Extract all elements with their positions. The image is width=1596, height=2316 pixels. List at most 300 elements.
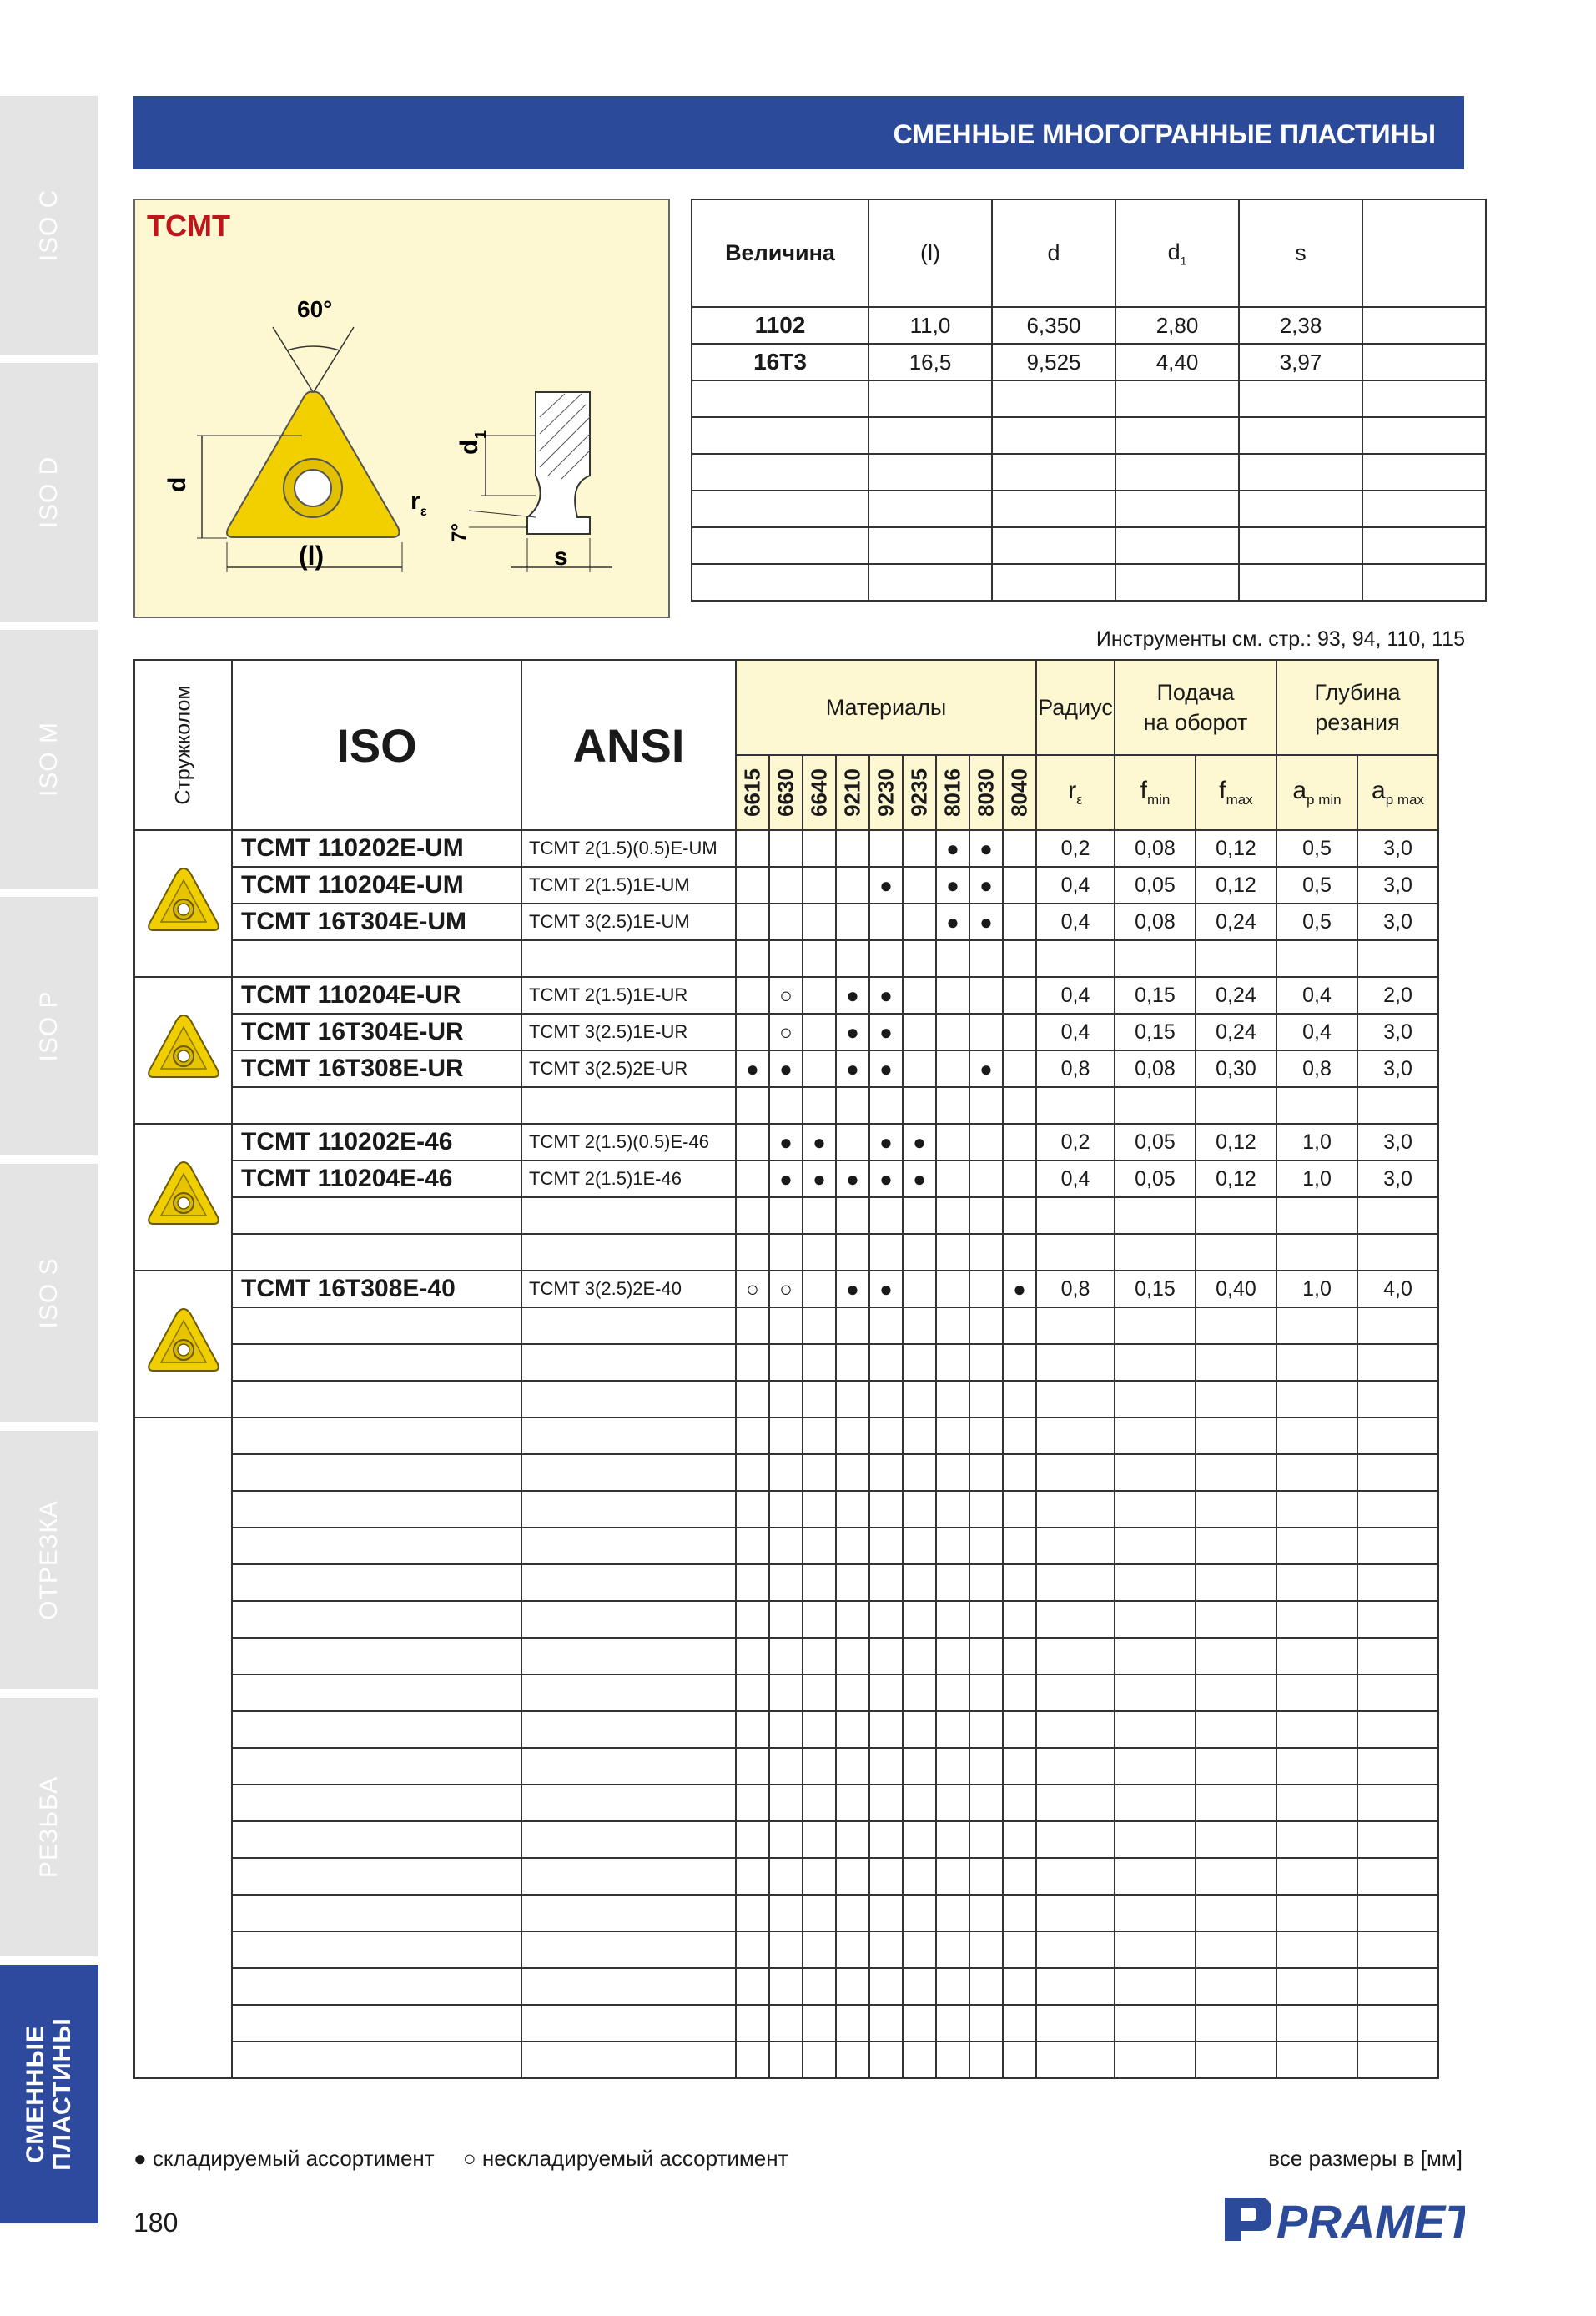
grade-header — [969, 755, 1003, 830]
fmax-symbol-cell — [1196, 755, 1276, 830]
ansi-code-cell — [521, 1381, 736, 1417]
angle-60-label: 60° — [297, 296, 333, 322]
iso-code-cell — [232, 1381, 521, 1417]
chipbreaker-image-cell — [134, 977, 232, 1124]
size-empty-cell — [868, 527, 992, 564]
iso-code-cell: TCMT 16T304E-UR — [232, 1014, 521, 1050]
empty-cell — [903, 1821, 936, 1858]
fmin-symbol-cell-symbol: f — [1140, 777, 1147, 804]
ansi-code-cell: TCMT 2(1.5)1E-UR — [521, 977, 736, 1014]
empty-cell — [903, 1417, 936, 1454]
empty-cell — [1196, 1931, 1276, 1968]
empty-cell — [969, 1601, 1003, 1638]
insert-row — [134, 1307, 1438, 1344]
grade-availability-cell: ● — [936, 904, 969, 940]
empty-cell — [969, 2042, 1003, 2078]
size-empty-cell — [692, 454, 868, 491]
empty-cell — [736, 1711, 769, 1748]
apmax-value-cell: 3,0 — [1357, 1161, 1438, 1197]
fmin-value-cell: 0,08 — [1115, 830, 1196, 867]
empty-cell — [1196, 1417, 1276, 1454]
grade-availability-cell: ● — [869, 1014, 903, 1050]
ansi-code-cell: TCMT 2(1.5)(0.5)E-UM — [521, 830, 736, 867]
empty-cell — [803, 1491, 836, 1528]
radius-symbol-cell-sub: ε — [1076, 792, 1083, 808]
ansi-code-cell — [521, 1307, 736, 1344]
empty-cell — [521, 1821, 736, 1858]
empty-cell — [803, 1748, 836, 1785]
apmax-value-cell: 3,0 — [1357, 1124, 1438, 1161]
insert-row — [134, 1381, 1438, 1417]
grade-availability-cell: ○ — [769, 977, 803, 1014]
iso-code-cell: TCMT 110204E-UM — [232, 867, 521, 904]
grade-availability-cell — [836, 1381, 869, 1417]
iso-code-cell — [232, 1197, 521, 1234]
empty-cell — [903, 1968, 936, 2005]
grade-availability-cell: ● — [836, 1014, 869, 1050]
size-cell: 1102 — [692, 307, 868, 344]
empty-cell — [1115, 1858, 1196, 1895]
grade-availability-cell — [836, 1124, 869, 1161]
apmin-value-cell — [1276, 1307, 1357, 1344]
grade-availability-cell — [736, 1014, 769, 1050]
ansi-code-cell: TCMT 2(1.5)1E-46 — [521, 1161, 736, 1197]
empty-cell — [903, 1785, 936, 1821]
empty-cell — [1357, 2005, 1438, 2042]
empty-cell — [521, 1748, 736, 1785]
size-empty-cell — [1362, 564, 1486, 601]
grade-availability-cell — [769, 1087, 803, 1124]
empty-cell — [521, 1785, 736, 1821]
empty-cell — [803, 2005, 836, 2042]
grade-availability-cell — [903, 977, 936, 1014]
grade-availability-cell — [803, 1271, 836, 1307]
empty-cell — [936, 1601, 969, 1638]
empty-cell — [1357, 1564, 1438, 1601]
empty-cell — [1276, 1601, 1357, 1638]
grade-availability-cell — [903, 1271, 936, 1307]
empty-cell — [1036, 1858, 1115, 1895]
empty-cell — [1357, 1748, 1438, 1785]
grade-availability-cell — [769, 1381, 803, 1417]
size-empty-cell — [992, 454, 1115, 491]
empty-cell — [1196, 1454, 1276, 1491]
apmin-value-cell: 0,4 — [1276, 977, 1357, 1014]
empty-cell — [736, 1528, 769, 1564]
grade-availability-cell — [736, 1197, 769, 1234]
grade-availability-cell — [803, 1197, 836, 1234]
fmin-value-cell — [1115, 1087, 1196, 1124]
legend-dimensions: все размеры в [мм] — [1268, 2146, 1463, 2171]
empty-cell — [836, 1711, 869, 1748]
empty-row — [134, 1858, 1438, 1895]
apmin-value-cell — [1276, 940, 1357, 977]
ansi-code-cell: TCMT 2(1.5)(0.5)E-46 — [521, 1124, 736, 1161]
empty-cell — [836, 2042, 869, 2078]
radius-symbol-cell-symbol: r — [1068, 777, 1077, 804]
grade-availability-cell: ● — [769, 1050, 803, 1087]
empty-row — [134, 1454, 1438, 1491]
pramet-logo — [1223, 2194, 1465, 2248]
grade-availability-cell: ● — [1003, 1271, 1036, 1307]
grade-availability-cell: ● — [803, 1161, 836, 1197]
grade-availability-cell — [936, 1050, 969, 1087]
apmin-value-cell: 0,5 — [1276, 867, 1357, 904]
empty-cell — [769, 1528, 803, 1564]
size-empty-cell — [992, 380, 1115, 417]
empty-cell — [803, 1417, 836, 1454]
size-empty-cell — [992, 564, 1115, 601]
empty-cell — [1276, 1638, 1357, 1674]
empty-cell — [736, 1601, 769, 1638]
iso-header: ISO — [232, 660, 521, 830]
empty-cell — [1357, 2042, 1438, 2078]
empty-cell — [1036, 1895, 1115, 1931]
empty-cell — [1115, 1601, 1196, 1638]
empty-cell — [969, 1931, 1003, 1968]
radius-header: Радиус — [1036, 660, 1115, 755]
main-header-row-1 — [134, 660, 1438, 755]
grade-availability-cell: ● — [803, 1124, 836, 1161]
chipbreaker-image-cell — [134, 1124, 232, 1271]
apmin-value-cell: 1,0 — [1276, 1271, 1357, 1307]
empty-cell — [1357, 1454, 1438, 1491]
empty-cell — [1276, 1895, 1357, 1931]
empty-cell — [803, 1785, 836, 1821]
grade-availability-cell: ● — [969, 1050, 1003, 1087]
grade-header — [836, 755, 869, 830]
empty-cell — [769, 1564, 803, 1601]
empty-cell — [769, 1674, 803, 1711]
s-label: s — [554, 543, 568, 571]
fmin-value-cell: 0,15 — [1115, 1271, 1196, 1307]
iso-code-cell — [232, 1344, 521, 1381]
grade-availability-cell: ○ — [736, 1271, 769, 1307]
empty-cell — [232, 1858, 521, 1895]
insert-geometry-drawing — [135, 200, 668, 617]
apmax-value-cell: 2,0 — [1357, 977, 1438, 1014]
size-header-label: s — [1295, 240, 1307, 265]
size-empty-cell — [1239, 527, 1362, 564]
grade-availability-cell — [969, 1161, 1003, 1197]
empty-row — [134, 1748, 1438, 1785]
grade-availability-cell — [836, 1344, 869, 1381]
grade-availability-cell — [1003, 1307, 1036, 1344]
size-empty-cell — [1115, 417, 1239, 454]
empty-cell — [836, 1968, 869, 2005]
empty-cell — [836, 1821, 869, 1858]
empty-cell — [1003, 1674, 1036, 1711]
empty-cell — [736, 1785, 769, 1821]
empty-cell — [232, 1968, 521, 2005]
size-cell: 16,5 — [868, 344, 992, 380]
apmin-value-cell: 0,4 — [1276, 1014, 1357, 1050]
fmin-value-cell — [1115, 1344, 1196, 1381]
empty-cell — [232, 1454, 521, 1491]
grade-availability-cell — [836, 1234, 869, 1271]
empty-cell — [869, 1858, 903, 1895]
empty-cell — [769, 2005, 803, 2042]
empty-cell — [903, 1711, 936, 1748]
empty-cell — [903, 1895, 936, 1931]
grade-availability-cell: ○ — [769, 1271, 803, 1307]
empty-cell — [936, 1895, 969, 1931]
fmin-value-cell: 0,08 — [1115, 1050, 1196, 1087]
empty-cell — [521, 2005, 736, 2042]
size-empty-cell — [692, 527, 868, 564]
apmax-value-cell — [1357, 1381, 1438, 1417]
empty-cell — [836, 1858, 869, 1895]
ansi-code-cell — [521, 1087, 736, 1124]
apmax-symbol-cell-symbol: a — [1372, 777, 1386, 804]
fmax-value-cell — [1196, 1307, 1276, 1344]
empty-cell — [803, 1858, 836, 1895]
d1-sub-label: 1 — [472, 430, 489, 439]
empty-cell — [769, 1748, 803, 1785]
empty-cell — [903, 1601, 936, 1638]
size-empty-cell — [992, 491, 1115, 527]
empty-cell — [232, 1895, 521, 1931]
empty-cell — [969, 1528, 1003, 1564]
apmin-symbol-cell-sub: p min — [1307, 792, 1342, 808]
empty-cell — [1003, 1491, 1036, 1528]
insert-row — [134, 940, 1438, 977]
grade-availability-cell: ● — [836, 1271, 869, 1307]
insert-row — [134, 904, 1438, 940]
empty-cell — [1036, 1638, 1115, 1674]
size-empty-cell — [1239, 380, 1362, 417]
size-header-cell — [1362, 199, 1486, 307]
empty-cell — [1357, 1491, 1438, 1528]
empty-cell — [969, 1674, 1003, 1711]
size-empty-cell — [1115, 380, 1239, 417]
grade-header — [1003, 755, 1036, 830]
side-tab-iso-m[interactable]: ISO M — [0, 630, 98, 889]
empty-cell — [1115, 1417, 1196, 1454]
empty-cell — [1003, 1968, 1036, 2005]
empty-cell — [1196, 1528, 1276, 1564]
grade-availability-cell — [736, 1381, 769, 1417]
angle-7-label: 7° — [448, 523, 471, 542]
page-number: 180 — [133, 2208, 179, 2238]
empty-cell — [736, 1968, 769, 2005]
empty-cell — [1115, 1931, 1196, 1968]
size-cell: 2,80 — [1115, 307, 1239, 344]
grade-availability-cell — [1003, 830, 1036, 867]
empty-cell — [803, 1711, 836, 1748]
empty-cell — [1196, 1895, 1276, 1931]
grade-availability-cell — [969, 1014, 1003, 1050]
r-value-cell — [1036, 940, 1115, 977]
side-tab-threading[interactable]: РЕЗЬБА — [0, 1698, 98, 1956]
empty-cell — [869, 1674, 903, 1711]
empty-cell — [769, 1858, 803, 1895]
empty-cell — [1003, 1748, 1036, 1785]
empty-row — [134, 1968, 1438, 2005]
empty-cell — [936, 1528, 969, 1564]
empty-cell — [869, 1528, 903, 1564]
iso-code-cell — [232, 1087, 521, 1124]
grade-availability-cell — [903, 1234, 936, 1271]
empty-cell — [1196, 1748, 1276, 1785]
empty-cell — [232, 1785, 521, 1821]
grade-availability-cell — [803, 1381, 836, 1417]
apmax-symbol-cell — [1357, 755, 1438, 830]
empty-cell — [769, 1785, 803, 1821]
empty-cell — [969, 1564, 1003, 1601]
insert-row — [134, 1271, 1438, 1307]
empty-cell — [936, 1454, 969, 1491]
empty-cell — [1357, 1895, 1438, 1931]
apmin-symbol-cell-symbol: a — [1292, 777, 1307, 804]
empty-cell — [736, 2042, 769, 2078]
size-header-sub: 1 — [1180, 254, 1187, 268]
ansi-code-cell: TCMT 3(2.5)1E-UR — [521, 1014, 736, 1050]
apmax-value-cell — [1357, 1087, 1438, 1124]
empty-cell — [769, 1711, 803, 1748]
empty-cell — [1115, 1748, 1196, 1785]
fmin-value-cell — [1115, 1307, 1196, 1344]
empty-cell — [869, 1454, 903, 1491]
grade-availability-cell — [936, 1124, 969, 1161]
insert-row — [134, 830, 1438, 867]
fmin-value-cell — [1115, 1234, 1196, 1271]
empty-cell — [736, 1638, 769, 1674]
empty-cell — [903, 1748, 936, 1785]
iso-code-cell: TCMT 110204E-46 — [232, 1161, 521, 1197]
grade-availability-cell: ● — [869, 867, 903, 904]
empty-cell — [521, 2042, 736, 2078]
size-empty-cell — [1362, 454, 1486, 491]
grade-header — [769, 755, 803, 830]
grade-availability-cell — [969, 1271, 1003, 1307]
empty-cell — [1196, 1601, 1276, 1638]
iso-code-cell: TCMT 110202E-46 — [232, 1124, 521, 1161]
empty-cell — [1036, 1785, 1115, 1821]
grade-availability-cell — [1003, 940, 1036, 977]
side-tab-iso-c[interactable]: ISO C — [0, 96, 98, 355]
grade-availability-cell — [803, 904, 836, 940]
radius-symbol-cell — [1036, 755, 1115, 830]
grade-availability-cell — [1003, 1161, 1036, 1197]
grade-availability-cell — [836, 1307, 869, 1344]
grade-availability-cell — [869, 1087, 903, 1124]
grade-availability-cell — [1003, 1014, 1036, 1050]
fmax-value-cell: 0,40 — [1196, 1271, 1276, 1307]
grade-availability-cell: ● — [836, 977, 869, 1014]
empty-cell — [903, 1931, 936, 1968]
size-header-label: d — [1167, 239, 1181, 264]
side-tab-iso-s[interactable]: ISO S — [0, 1164, 98, 1422]
depth-header — [1276, 660, 1438, 755]
grade-availability-cell — [969, 1197, 1003, 1234]
grade-availability-cell — [736, 940, 769, 977]
empty-cell — [232, 1638, 521, 1674]
empty-cell — [1115, 1895, 1196, 1931]
fmax-value-cell: 0,12 — [1196, 867, 1276, 904]
empty-cell — [969, 1491, 1003, 1528]
empty-cell — [521, 1564, 736, 1601]
empty-cell — [836, 1748, 869, 1785]
size-header-cell — [868, 199, 992, 307]
grade-availability-cell: ● — [869, 1050, 903, 1087]
l-label: (l) — [299, 541, 325, 571]
r-value-cell — [1036, 1234, 1115, 1271]
chipbreaker-insert-icon — [135, 1157, 231, 1238]
size-empty-cell — [868, 491, 992, 527]
grade-availability-cell — [969, 940, 1003, 977]
fmin-value-cell: 0,05 — [1115, 1161, 1196, 1197]
ansi-code-cell — [521, 940, 736, 977]
empty-cell — [1196, 1491, 1276, 1528]
size-cell: 9,525 — [992, 344, 1115, 380]
grade-header — [736, 755, 769, 830]
empty-cell — [1003, 1711, 1036, 1748]
side-tab-inserts[interactable]: СМЕННЫЕ ПЛАСТИНЫ — [0, 1965, 98, 2223]
empty-cell — [936, 1711, 969, 1748]
empty-cell — [1357, 1931, 1438, 1968]
grade-availability-cell — [936, 1271, 969, 1307]
grade-availability-cell — [736, 830, 769, 867]
size-empty-cell — [1362, 527, 1486, 564]
size-empty-cell — [1362, 491, 1486, 527]
empty-cell — [1357, 1528, 1438, 1564]
fmax-value-cell: 0,24 — [1196, 904, 1276, 940]
empty-cell — [232, 1417, 521, 1454]
side-tab-iso-p[interactable]: ISO P — [0, 897, 98, 1155]
empty-cell — [1003, 1638, 1036, 1674]
insert-row — [134, 1124, 1438, 1161]
empty-cell — [1276, 1674, 1357, 1711]
r-value-cell: 0,4 — [1036, 1161, 1115, 1197]
empty-cell — [1036, 1528, 1115, 1564]
grade-availability-cell — [936, 1197, 969, 1234]
empty-cell — [936, 1417, 969, 1454]
empty-cell — [1003, 1454, 1036, 1491]
empty-cell — [803, 1454, 836, 1491]
empty-row — [134, 1528, 1438, 1564]
side-tab-parting[interactable]: ОТРЕЗКА — [0, 1431, 98, 1689]
side-tab-iso-d[interactable]: ISO D — [0, 363, 98, 622]
size-empty-cell — [868, 564, 992, 601]
grade-availability-cell — [803, 867, 836, 904]
grade-availability-cell — [803, 1307, 836, 1344]
empty-cell — [969, 1638, 1003, 1674]
empty-cell — [869, 1968, 903, 2005]
empty-row — [134, 1417, 1438, 1454]
ansi-code-cell: TCMT 2(1.5)1E-UM — [521, 867, 736, 904]
legend-nonstock: ○ нескладируемый ассортимент — [463, 2146, 788, 2171]
iso-code-cell: TCMT 110202E-UM — [232, 830, 521, 867]
empty-cell — [936, 1968, 969, 2005]
apmin-value-cell: 1,0 — [1276, 1124, 1357, 1161]
empty-cell — [1003, 2005, 1036, 2042]
empty-cell — [769, 1821, 803, 1858]
empty-cell — [1115, 1491, 1196, 1528]
size-header-cell — [692, 199, 868, 307]
grade-availability-cell — [903, 830, 936, 867]
grade-availability-cell — [903, 867, 936, 904]
empty-cell — [769, 1491, 803, 1528]
fmax-value-cell: 0,12 — [1196, 1124, 1276, 1161]
grade-availability-cell — [836, 904, 869, 940]
empty-cell — [869, 1748, 903, 1785]
grade-availability-cell — [803, 977, 836, 1014]
empty-cell — [1115, 1821, 1196, 1858]
empty-cell — [1276, 1454, 1357, 1491]
empty-row — [134, 1711, 1438, 1748]
fmin-value-cell: 0,05 — [1115, 1124, 1196, 1161]
